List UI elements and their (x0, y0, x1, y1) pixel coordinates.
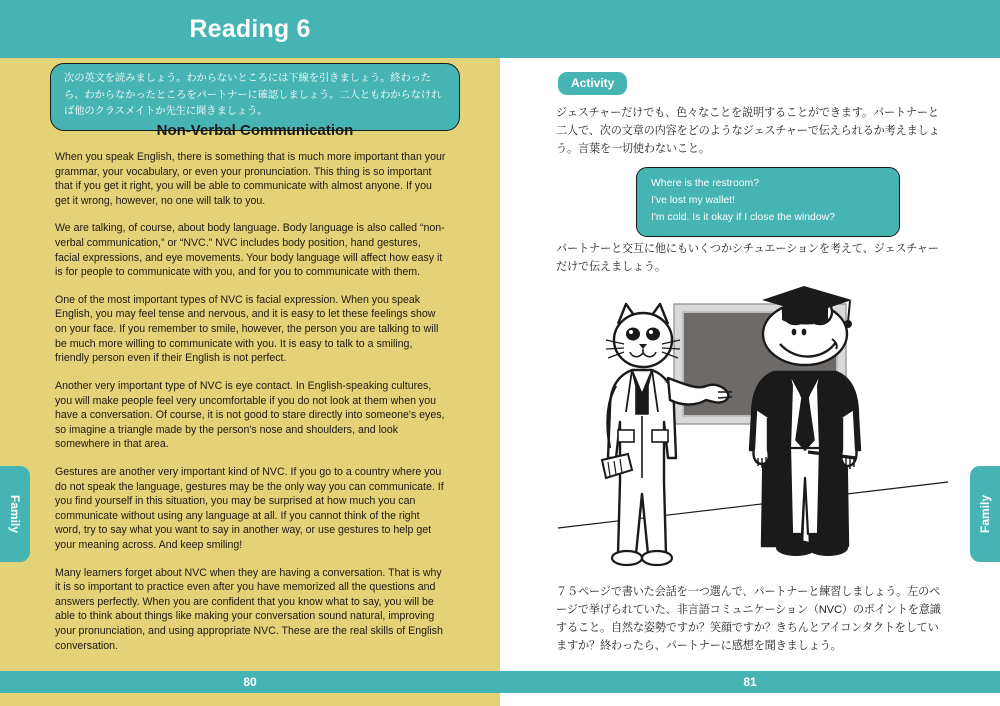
activity-bottom-text: ７５ページで書いた会話を一つ選んで、パートナーと練習しましょう。左のページで挙げられていた、非言語コミュニケーション（NVC）のポイントを意識すること。自然な姿勢ですか？笑顔ですか？きちんとアイコンタクトをしていますか？終わったら、パートナーに感想を聞きましょう。 (556, 586, 941, 653)
activity-badge: Activity (558, 72, 627, 95)
activity-intro-text: ジェスチャーだけでも、色々なことを説明することができます。パートナーと二人で、次の文章の内容をどのようなジェスチャーで伝えられるか考えましょう。言葉を一切使わないこと。 (556, 107, 940, 156)
example-phrase: I'm cold. Is it okay if I close the window? (651, 211, 835, 223)
professor-character (750, 286, 860, 556)
side-tab-label: Family (978, 494, 992, 533)
instruction-callout: 次の英文を読みましょう。わからないところには下線を引きましょう。終わったら、わからなかったところをパートナーに確認しましょう。二人ともわからなければ他のクラスメイトか先生に聞きましょう。 (50, 63, 460, 131)
article-paragraph: Many learners forget about NVC when they are having a conversation. That is why it is so important to practice even after you have memorized all the questions and answers perfectly. When you are confident that you know what to say, you will be able to think about things like making your conversation sound natural, improving your pronunciation, and using appropriate NVC. These are the real skills of English conversation. (55, 566, 443, 652)
example-phrase: Where is the restroom? (651, 178, 759, 189)
article-paragraph: One of the most important types of NVC is facial expression. When you speak English, you may feel tense and nervous, and it is easy to let these feelings show on your face. If you remember to smile, however, the person you are talking to will be much more willing to communicate with you. It is easy to talk to a smiling, friendly person even if their English is not perfect. (55, 293, 439, 365)
activity-middle-text: パートナーと交互に他にもいくつかシチュエーションを考えて、ジェスチャーだけで伝えましょう。 (556, 243, 939, 274)
example-phrases-box (636, 167, 900, 237)
article-paragraph: When you speak English, there is something that is much more important than your grammar, your vocabulary, or even your pronunciation. This thing is so important that if you get it right, you will be able to communicate with almost anyone. If you get it wrong, however, no one will talk to you. (55, 151, 446, 207)
side-tab-family-left[interactable] (0, 466, 30, 562)
classroom-illustration (556, 282, 950, 574)
side-tab-family-right[interactable] (970, 466, 1000, 562)
article-paragraph: Gestures are another very important kind of NVC. If you go to a country where you do not speak the language, gestures may be the only way you can communicate. If you find yourself in this situation, you may be surprised at how much you can communicate without using any language at all. If you cannot think of the right word, try to say what you want to say in another way, or use gestures to help get your meaning across. And keep smiling! (55, 465, 444, 552)
page-header (0, 0, 1000, 58)
page-title: Reading 6 (189, 14, 311, 43)
page-number-right: 81 (743, 675, 757, 689)
side-tab-label: Family (8, 494, 22, 533)
example-phrase: I've lost my wallet! (651, 194, 735, 206)
article-body (55, 150, 447, 653)
page-number-left: 80 (243, 675, 257, 689)
article-paragraph: Another very important type of NVC is eye contact. In English-speaking cultures, you will make people feel very uncomfortable if you do not look at them when you have a conversation. Of course, it is not good to stare directly into someone's eyes, so imagine a triangle made by the person's nose and shoulders, and look somewhere in that area. (55, 379, 445, 451)
article-paragraph: We are talking, of course, about body language. Body language is also called “non-verbal communication,” or “NVC.” NVC includes body position, hand gestures, facial expressions, and eye movements. Your body language will affect how easy it is for people to communicate with you, and for you to communicate with them. (55, 222, 445, 279)
article-title: Non-Verbal Communication (156, 122, 354, 139)
